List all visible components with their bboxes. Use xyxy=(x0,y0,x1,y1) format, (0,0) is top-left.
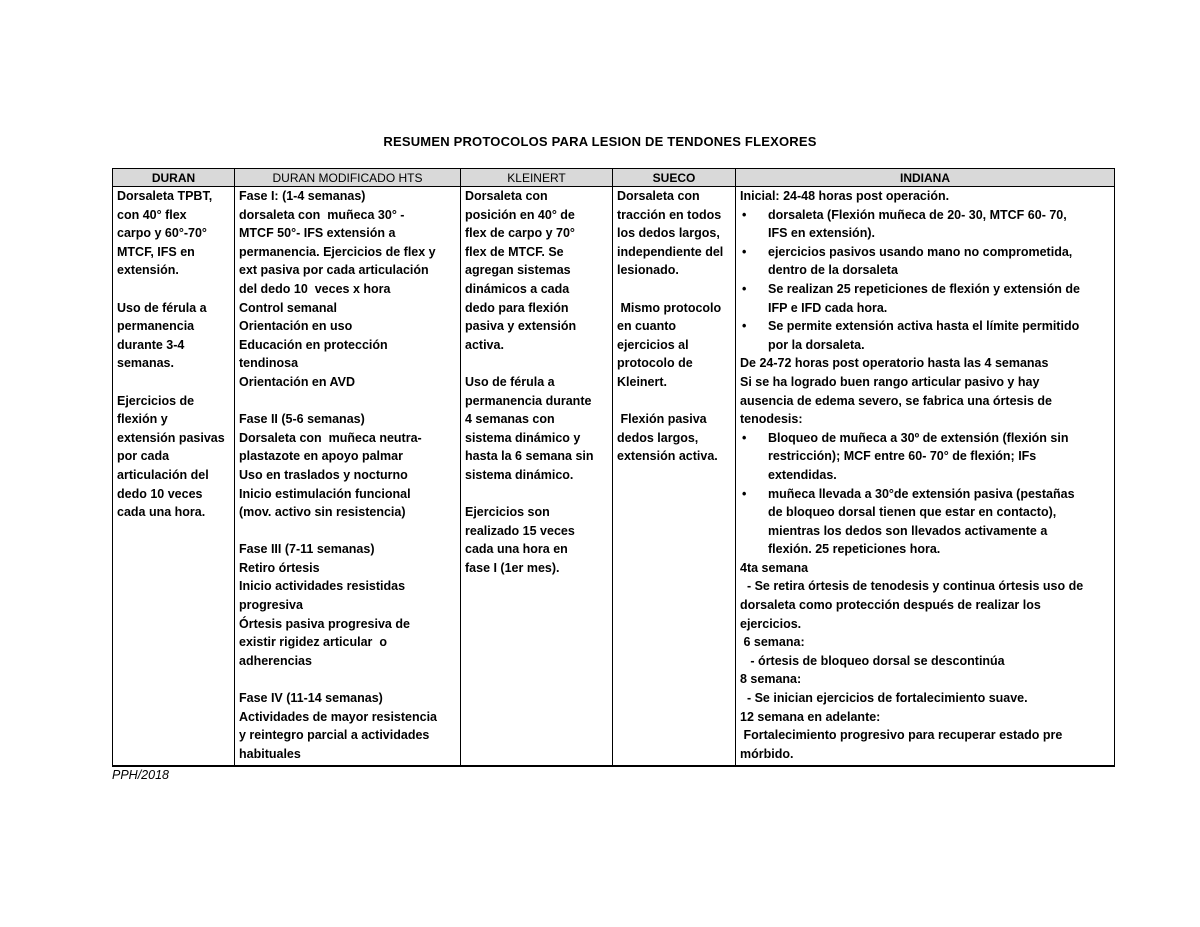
indiana-text: - órtesis de bloqueo dorsal se descontinúa xyxy=(740,653,1005,668)
indiana-text: dorsaleta como protección después de realizar los xyxy=(740,598,1041,613)
cell-text-line: extensión pasivas xyxy=(117,430,225,445)
cell-text-line: hasta la 6 semana sin xyxy=(465,449,594,464)
cell-duran xyxy=(113,187,235,767)
cell-text-line: Dorsaleta con xyxy=(617,189,700,203)
indiana-text: De 24-72 horas post operatorio hasta las 4 semanas xyxy=(740,356,1049,371)
cell-text-line: cada una hora. xyxy=(117,505,206,520)
cell-text-line: extensión activa. xyxy=(617,449,718,464)
cell-text-line: progresiva xyxy=(239,598,303,613)
cell-text-line: Ejercicios de xyxy=(117,393,195,408)
cell-text-line: flexión y xyxy=(117,412,168,427)
cell-text-line: adherencias xyxy=(239,653,312,668)
cell-kleinert xyxy=(461,187,613,767)
cell-duran-modificado xyxy=(235,187,461,767)
cell-text-line: cada una hora en xyxy=(465,542,568,557)
cell-text-line: los dedos largos, xyxy=(617,226,720,241)
list-item: • Bloqueo de muñeca a 30º de extensión (flexión sin restricción); MCF entre 60- 70° de flexión; IFs extendidas. xyxy=(740,429,1110,485)
cell-text-line: activa. xyxy=(465,337,504,352)
cell-text-line: posición en 40° de xyxy=(465,207,575,222)
cell-text-line: Orientación en uso xyxy=(239,319,353,334)
list-item: • muñeca llevada a 30°de extensión pasiva (pestañas de bloqueo dorsal tienen que estar en contacto), mientras los dedos son llevados activamente a flexión. 25 repeticiones hora. xyxy=(740,485,1110,559)
cell-text-line: y reintegro parcial a actividades xyxy=(239,728,430,743)
cell-text-line: permanencia. Ejercicios de flex y xyxy=(239,244,436,259)
cell-sueco xyxy=(613,187,736,767)
blank-line xyxy=(617,392,731,411)
cell-text-line: ext pasiva por cada articulación xyxy=(239,263,429,278)
header-duran-modificado: DURAN MODIFICADO HTS xyxy=(235,169,461,187)
cell-text-line: Fase IV (11-14 semanas) xyxy=(239,691,383,706)
blank-line xyxy=(239,392,456,411)
cell-text-line: Órtesis pasiva progresiva de xyxy=(239,616,410,631)
cell-text-line: permanencia durante xyxy=(465,393,592,408)
cell-text-line: independiente del xyxy=(617,244,724,259)
cell-text-line: Fase III (7-11 semanas) xyxy=(239,542,375,557)
cell-text-line: Flexión pasiva xyxy=(617,412,707,427)
indiana-text: 8 semana: xyxy=(740,672,802,687)
cell-text-line: dedos largos, xyxy=(617,430,699,445)
cell-text-line: MTCF, IFS en xyxy=(117,244,195,259)
cell-text-line: dedo 10 veces xyxy=(117,486,203,501)
indiana-inicial: Inicial: 24-48 horas post operación. xyxy=(740,189,950,203)
cell-text-line: dinámicos a cada xyxy=(465,281,570,296)
cell-text-line: dorsaleta con muñeca 30° - xyxy=(239,207,405,222)
protocols-table xyxy=(112,168,1115,767)
cell-text-line: Inicio estimulación funcional xyxy=(239,486,411,501)
list-item: • Se permite extensión activa hasta el límite permitido por la dorsaleta. xyxy=(740,317,1110,354)
cell-text-line: del dedo 10 veces x hora xyxy=(239,281,391,296)
indiana-text: - Se inician ejercicios de fortalecimiento suave. xyxy=(740,691,1028,706)
cell-text-line: flex de MTCF. Se xyxy=(465,244,564,259)
footer-note: PPH/2018 xyxy=(112,768,169,782)
cell-text-line: plastazote en apoyo palmar xyxy=(239,449,403,464)
cell-text-line: Dorsaleta con xyxy=(465,189,548,203)
indiana-text: ejercicios. xyxy=(740,616,802,631)
blank-line xyxy=(465,485,608,504)
cell-text-line: Retiro órtesis xyxy=(239,560,320,575)
cell-text-line: tracción en todos xyxy=(617,207,722,222)
cell-text-line: Dorsaleta con muñeca neutra- xyxy=(239,430,422,445)
blank-line xyxy=(465,354,608,373)
header-kleinert: KLEINERT xyxy=(461,169,613,187)
blank-line xyxy=(239,522,456,541)
list-item: • dorsaleta (Flexión muñeca de 20- 30, MTCF 60- 70, IFS en extensión). xyxy=(740,206,1110,243)
cell-text-line: Educación en protección xyxy=(239,337,388,352)
indiana-text: tenodesis: xyxy=(740,412,803,427)
cell-text-line: sistema dinámico. xyxy=(465,467,574,482)
cell-text-line: dedo para flexión xyxy=(465,300,569,315)
page-title: RESUMEN PROTOCOLOS PARA LESION DE TENDONES FLEXORES xyxy=(383,134,817,149)
cell-text-line: pasiva y extensión xyxy=(465,319,577,334)
cell-text-line: agregan sistemas xyxy=(465,263,571,278)
cell-text-line: Kleinert. xyxy=(617,374,668,389)
cell-text-line: Mismo protocolo xyxy=(617,300,722,315)
cell-text-line: (mov. activo sin resistencia) xyxy=(239,505,406,520)
header-sueco: SUECO xyxy=(613,169,736,187)
table-row xyxy=(113,187,1115,767)
cell-text-line: Control semanal xyxy=(239,300,337,315)
indiana-text: Si se ha logrado buen rango articular pasivo y hay xyxy=(740,374,1040,389)
cell-text-line: Actividades de mayor resistencia xyxy=(239,709,438,724)
cell-text-line: MTCF 50°- IFS extensión a xyxy=(239,226,396,241)
indiana-text: mórbido. xyxy=(740,746,794,761)
cell-text-line: durante 3-4 xyxy=(117,337,185,352)
cell-text-line: fase I (1er mes). xyxy=(465,560,560,575)
cell-text-line: ejercicios al xyxy=(617,337,689,352)
blank-line xyxy=(117,280,230,299)
cell-text-line: Uso de férula a xyxy=(465,374,555,389)
cell-text-line: Uso en traslados y nocturno xyxy=(239,467,408,482)
cell-text-line: habituales xyxy=(239,746,301,761)
cell-text-line: articulación del xyxy=(117,467,209,482)
cell-text-line: extensión. xyxy=(117,263,179,278)
cell-text-line: permanencia xyxy=(117,319,195,334)
header-duran: DURAN xyxy=(113,169,235,187)
cell-text-line: existir rigidez articular o xyxy=(239,635,387,650)
cell-text-line: Ejercicios son xyxy=(465,505,550,520)
cell-text-line: en cuanto xyxy=(617,319,677,334)
header-indiana: INDIANA xyxy=(736,169,1115,187)
cell-text-line: por cada xyxy=(117,449,170,464)
list-item: • Se realizan 25 repeticiones de flexión y extensión de IFP e IFD cada hora. xyxy=(740,280,1110,317)
cell-text-line: Dorsaleta TPBT, xyxy=(117,189,213,203)
cell-text-line: protocolo de xyxy=(617,356,693,371)
cell-text-line: flex de carpo y 70° xyxy=(465,226,575,241)
list-item: • ejercicios pasivos usando mano no comprometida, dentro de la dorsaleta xyxy=(740,243,1110,280)
cell-text-line: semanas. xyxy=(117,356,174,371)
cell-indiana xyxy=(736,187,1115,767)
indiana-text: 4ta semana xyxy=(740,560,809,575)
cell-text-line: carpo y 60°-70° xyxy=(117,226,207,241)
blank-line xyxy=(117,373,230,392)
indiana-text: - Se retira órtesis de tenodesis y continua órtesis uso de xyxy=(740,579,1084,594)
cell-text-line: lesionado. xyxy=(617,263,679,278)
blank-line xyxy=(239,670,456,689)
cell-text-line: 4 semanas con xyxy=(465,412,555,427)
cell-text-line: realizado 15 veces xyxy=(465,523,575,538)
cell-text-line: tendinosa xyxy=(239,356,299,371)
indiana-text: 12 semana en adelante: xyxy=(740,709,881,724)
cell-text-line: sistema dinámico y xyxy=(465,430,581,445)
blank-line xyxy=(617,280,731,299)
indiana-text: ausencia de edema severo, se fabrica una órtesis de xyxy=(740,393,1052,408)
indiana-text: 6 semana: xyxy=(740,635,805,650)
cell-text-line: Fase I: (1-4 semanas) xyxy=(239,189,366,203)
table-header-row xyxy=(113,169,1115,187)
cell-text-line: Uso de férula a xyxy=(117,300,207,315)
cell-text-line: Orientación en AVD xyxy=(239,374,355,389)
cell-text-line: Inicio actividades resistidas xyxy=(239,579,406,594)
cell-text-line: con 40° flex xyxy=(117,207,187,222)
indiana-text: Fortalecimiento progresivo para recuperar estado pre xyxy=(740,728,1063,743)
cell-text-line: Fase II (5-6 semanas) xyxy=(239,412,365,427)
